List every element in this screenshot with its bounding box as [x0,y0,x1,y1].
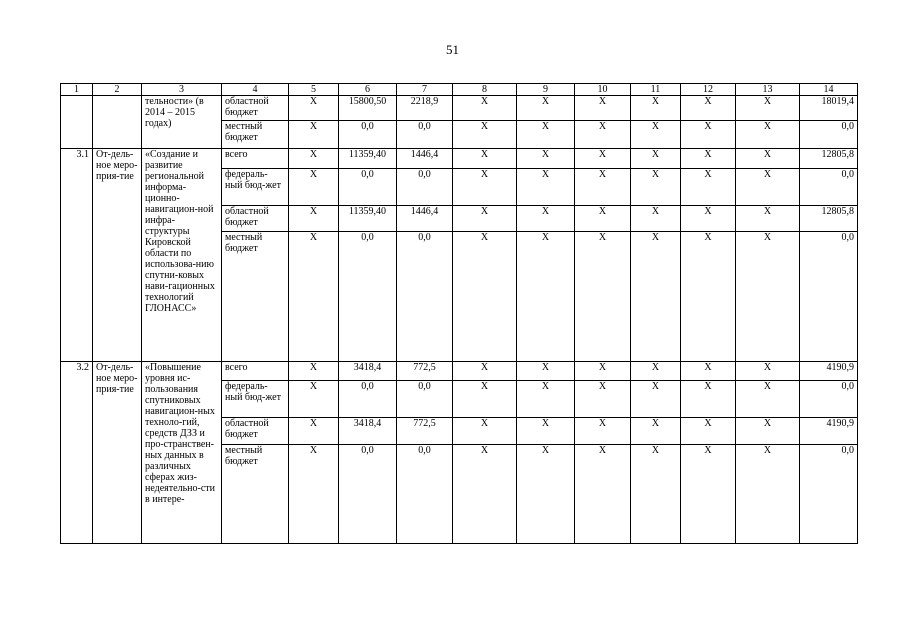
value-cell: X [575,169,631,206]
value-cell: 2218,9 [397,96,453,121]
value-cell: 1446,4 [397,149,453,169]
funding-source: всего [222,149,289,169]
value-cell: X [736,362,800,381]
funding-source: областной бюджет [222,206,289,232]
value-cell: 0,0 [339,169,397,206]
value-cell: X [517,362,575,381]
value-cell: X [517,121,575,149]
value-cell: X [681,121,736,149]
total-cell: 12805,8 [800,149,858,169]
value-cell: X [517,381,575,418]
value-cell: X [736,418,800,445]
funding-source: всего [222,362,289,381]
value-cell: X [453,121,517,149]
total-cell: 4190,9 [800,418,858,445]
value-cell: X [631,381,681,418]
total-cell: 0,0 [800,381,858,418]
value-cell: X [453,169,517,206]
event-type-cell [93,96,142,149]
value-cell: X [289,362,339,381]
value-cell: X [736,206,800,232]
value-cell: X [289,381,339,418]
value-cell: X [631,206,681,232]
value-cell: 0,0 [397,169,453,206]
value-cell: X [575,96,631,121]
column-header: 4 [222,84,289,96]
value-cell: X [631,149,681,169]
value-cell: 11359,40 [339,206,397,232]
value-cell: X [453,206,517,232]
column-header: 2 [93,84,142,96]
value-cell: X [681,362,736,381]
funding-source: местный бюджет [222,445,289,544]
value-cell: 0,0 [339,381,397,418]
value-cell: X [289,149,339,169]
value-cell: X [631,232,681,362]
value-cell: X [736,232,800,362]
total-cell: 4190,9 [800,362,858,381]
row-number-cell: 3.1 [61,149,93,362]
value-cell: X [517,149,575,169]
column-header: 9 [517,84,575,96]
funding-source: областной бюджет [222,418,289,445]
value-cell: 0,0 [397,121,453,149]
table-row [61,96,858,121]
value-cell: X [453,96,517,121]
value-cell: X [575,362,631,381]
column-header: 6 [339,84,397,96]
budget-table [60,83,858,544]
total-cell: 0,0 [800,121,858,149]
value-cell: X [681,96,736,121]
value-cell: X [289,206,339,232]
value-cell: 11359,40 [339,149,397,169]
value-cell: X [453,418,517,445]
value-cell: X [289,232,339,362]
value-cell: 3418,4 [339,362,397,381]
total-cell: 0,0 [800,445,858,544]
event-description: «Создание и развитие региональной информа-ционно-навигацион-ной инфра-структуры Кировской области по использова-нию спутни-ковых нави-гационных технологий ГЛОНАСС» [142,149,222,362]
value-cell: X [517,169,575,206]
value-cell: X [736,381,800,418]
value-cell: X [575,381,631,418]
total-cell: 0,0 [800,232,858,362]
column-header: 13 [736,84,800,96]
value-cell: X [453,232,517,362]
column-header: 14 [800,84,858,96]
column-header: 1 [61,84,93,96]
value-cell: X [453,381,517,418]
value-cell: 772,5 [397,362,453,381]
event-description: тельности» (в 2014 – 2015 годах) [142,96,222,149]
table-row [61,362,858,381]
value-cell: X [289,418,339,445]
value-cell: X [289,169,339,206]
value-cell: 772,5 [397,418,453,445]
row-number-cell [61,96,93,149]
funding-source: федераль-ный бюд-жет [222,169,289,206]
value-cell: X [631,445,681,544]
total-cell: 0,0 [800,169,858,206]
event-type-cell: От-дель-ное меро-прия-тие [93,362,142,544]
value-cell: X [736,96,800,121]
value-cell: 0,0 [339,445,397,544]
page-number: 51 [446,42,459,57]
row-number-cell: 3.2 [61,362,93,544]
value-cell: X [631,169,681,206]
value-cell: X [575,121,631,149]
funding-source: федераль-ный бюд-жет [222,381,289,418]
value-cell: X [517,445,575,544]
event-description: «Повышение уровня ис-пользования спутниковых навигацион-ных техноло-гий, средств ДЗЗ и про-странствен-ных данных в различных сферах жиз-недеятельно-сти в интере- [142,362,222,544]
header-row [61,84,858,96]
value-cell: X [453,149,517,169]
value-cell: 15800,50 [339,96,397,121]
value-cell: 0,0 [339,121,397,149]
column-header: 12 [681,84,736,96]
value-cell: X [453,362,517,381]
funding-source: местный бюджет [222,121,289,149]
value-cell: X [681,169,736,206]
column-header: 11 [631,84,681,96]
value-cell: X [736,149,800,169]
value-cell: X [575,232,631,362]
value-cell: X [517,206,575,232]
total-cell: 12805,8 [800,206,858,232]
value-cell: X [736,445,800,544]
value-cell: X [631,362,681,381]
funding-source: местный бюджет [222,232,289,362]
value-cell: X [681,445,736,544]
value-cell: X [631,96,681,121]
value-cell: 1446,4 [397,206,453,232]
value-cell: X [517,96,575,121]
table-row [61,149,858,169]
column-header: 8 [453,84,517,96]
value-cell: X [289,445,339,544]
value-cell: X [681,149,736,169]
value-cell: X [517,232,575,362]
value-cell: X [681,418,736,445]
value-cell: X [736,169,800,206]
value-cell: X [517,418,575,445]
value-cell: 0,0 [339,232,397,362]
value-cell: X [289,121,339,149]
value-cell: 0,0 [397,232,453,362]
column-header: 3 [142,84,222,96]
column-header: 5 [289,84,339,96]
column-header: 7 [397,84,453,96]
value-cell: X [736,121,800,149]
value-cell: X [681,381,736,418]
value-cell: 0,0 [397,381,453,418]
value-cell: X [631,121,681,149]
value-cell: X [453,445,517,544]
value-cell: X [631,418,681,445]
value-cell: X [575,206,631,232]
funding-source: областной бюджет [222,96,289,121]
value-cell: X [575,418,631,445]
value-cell: X [289,96,339,121]
value-cell: 0,0 [397,445,453,544]
column-header: 10 [575,84,631,96]
value-cell: X [575,149,631,169]
value-cell: X [681,206,736,232]
value-cell: X [575,445,631,544]
total-cell: 18019,4 [800,96,858,121]
value-cell: 3418,4 [339,418,397,445]
event-type-cell: От-дель-ное меро-прия-тие [93,149,142,362]
value-cell: X [681,232,736,362]
